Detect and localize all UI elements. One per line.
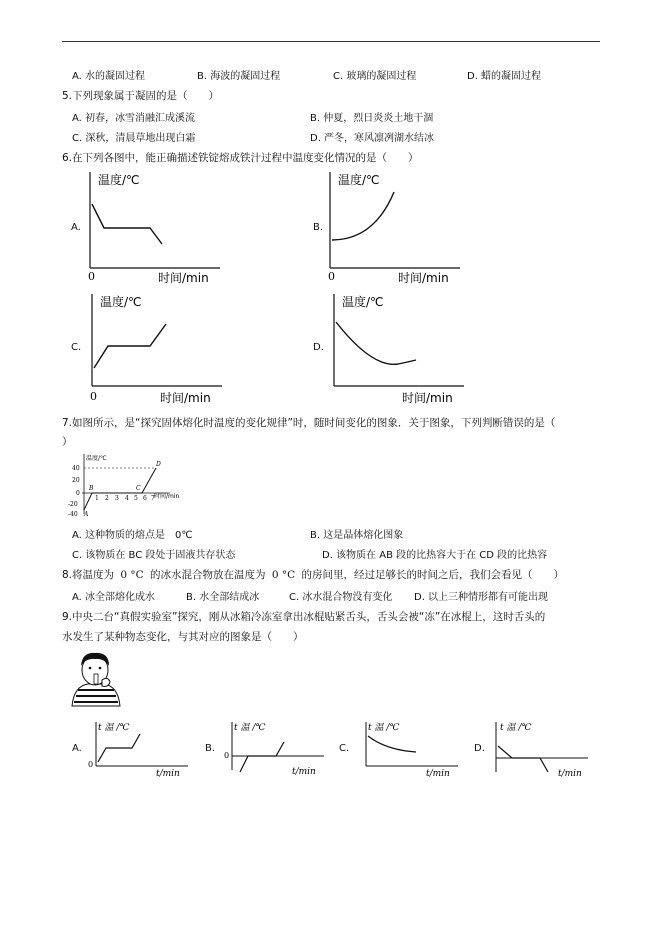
q9-letter-a: A. [72, 743, 82, 754]
q8-option-a: A. 冰全部熔化成水 [72, 592, 156, 603]
x-label: t/min [558, 769, 582, 779]
q9-stem-line2: 水发生了某种物态变化，与其对应的图象是（ ） [62, 631, 304, 643]
q7-stem-line1: 7.如图所示，是“探究固体熔化时温度的变化规律”时，随时间变化的图象．关于图象，下列判断错误的是（ [62, 417, 556, 429]
q8-stem-b: 的冰水混合物放在温度为 [150, 569, 266, 581]
y-label: t 温 /℃ [234, 723, 266, 733]
origin-label: 0 [88, 760, 94, 769]
q8-temp2: 0 °C [271, 569, 296, 581]
q6-stem: 6.在下列各图中，能正确描述铁锭熔成铁汁过程中温度变化情况的是（ ） [62, 152, 419, 164]
q6-letter-a: A. [71, 222, 81, 233]
y-tick: -40 [68, 511, 78, 518]
x-tick: 1 [95, 495, 99, 502]
q7-option-c: C. 该物质在 BC 段处于固液共存状态 [72, 550, 236, 561]
x-label: 时间/min [154, 493, 180, 500]
curve [336, 322, 416, 364]
q6-graph-c [84, 290, 224, 406]
x-tick: 2 [105, 495, 109, 502]
x-tick: 3 [115, 495, 119, 502]
q8-stem-c: 的房间里，经过足够长的时间之后，我们会看见（ ） [301, 569, 565, 581]
origin-label: 0 [88, 270, 95, 283]
curve [98, 734, 140, 762]
q5-option-d: D. 严冬，寒风凛冽湖水结冰 [310, 133, 435, 144]
q9-graph-a [86, 718, 190, 780]
y-label: 温度/℃ [98, 173, 140, 187]
q6-letter-d: D. [313, 342, 324, 353]
q9-letter-b: B. [205, 743, 216, 754]
q6-graph-a [82, 168, 222, 284]
curve [368, 736, 416, 752]
x-label: 时间/min [160, 391, 211, 405]
q4-option-b: B. 海波的凝固过程 [197, 71, 281, 82]
q8-option-d: D. 以上三种情形都有可能出现 [414, 592, 549, 603]
q9-graph-b [222, 718, 326, 780]
y-tick: 0 [76, 490, 80, 497]
y-label: t 温 /℃ [98, 723, 130, 733]
curve [332, 192, 394, 240]
point-label: C [136, 485, 141, 492]
q9-letter-d: D. [474, 743, 485, 754]
point-label: D [156, 461, 161, 468]
x-label: 时间/min [398, 271, 449, 284]
boy-icepop-illustration [64, 646, 126, 708]
x-label: t/min [426, 769, 450, 779]
x-label: t/min [156, 769, 180, 779]
q7-option-b: B. 这是晶体熔化图象 [310, 530, 404, 541]
q9-stem-line1: 9.中央二台“真假实验室”探究，刚从冰箱冷冻室拿出冰棍贴紧舌头，舌头会被“冻”在冰棍上，这时舌头的 [62, 611, 546, 623]
q7-option-d: D. 该物质在 AB 段的比热容大于在 CD 段的比热容 [322, 550, 548, 561]
origin-label: 0 [328, 270, 335, 283]
q8-option-c: C. 冰水混合物没有变化 [289, 592, 393, 603]
header-rule [62, 41, 600, 42]
q6-graph-b [322, 168, 462, 284]
x-label: t/min [292, 767, 316, 777]
q5-option-a: A. 初春，冰雪消融汇成溪流 [72, 113, 196, 124]
q6-graph-d [326, 290, 466, 406]
y-label: 温度/℃ [100, 295, 142, 309]
x-tick: 7 [151, 495, 155, 502]
q8-stem [62, 567, 564, 582]
q4-option-c: C. 玻璃的凝固过程 [333, 71, 417, 82]
q4-option-a: A. 水的凝固过程 [72, 71, 146, 82]
q9-letter-c: C. [339, 743, 350, 754]
point-label: B [89, 485, 94, 492]
y-tick: -20 [68, 501, 78, 508]
y-label: 温度/℃ [342, 295, 384, 309]
curve [92, 204, 162, 244]
x-tick: 6 [143, 495, 147, 502]
y-label: t 温 /℃ [368, 723, 400, 733]
q6-letter-b: B. [313, 222, 324, 233]
q7-stem-line2: ） [62, 436, 73, 448]
curve [240, 742, 284, 772]
q4-option-d: D. 蜡的凝固过程 [467, 71, 542, 82]
x-label: 时间/min [158, 271, 209, 284]
y-tick: 20 [72, 477, 80, 484]
q8-option-b: B. 水全部结成冰 [186, 592, 260, 603]
q5-option-b: B. 仲夏，烈日炎炎土地干涸 [310, 113, 434, 124]
q8-temp1: 0 °C [120, 569, 144, 581]
x-tick: 4 [125, 495, 129, 502]
y-label: 温度/℃ [86, 455, 107, 462]
y-label: t 温 /℃ [500, 723, 532, 733]
x-label: 时间/min [402, 391, 453, 405]
q7-graph [62, 452, 192, 518]
curve [498, 746, 548, 772]
y-tick: 40 [72, 465, 80, 472]
q9-graph-c [356, 718, 460, 780]
curve [84, 468, 156, 510]
origin-label: 0 [224, 751, 230, 760]
q8-stem-a: 8.将温度为 [62, 569, 115, 581]
q6-letter-c: C. [71, 342, 82, 353]
curve [94, 324, 166, 368]
y-label: 温度/℃ [338, 173, 380, 187]
origin-label: 0 [90, 390, 97, 403]
x-tick: 5 [134, 495, 138, 502]
q5-stem: 5.下列现象属于凝固的是（ ） [62, 90, 220, 102]
q9-graph-d [486, 718, 590, 780]
q5-option-c: C. 深秋，清晨草地出现白霜 [72, 133, 196, 144]
q7-option-a: A. 这种物质的熔点是 0℃ [72, 530, 193, 541]
point-label: A [84, 511, 89, 518]
